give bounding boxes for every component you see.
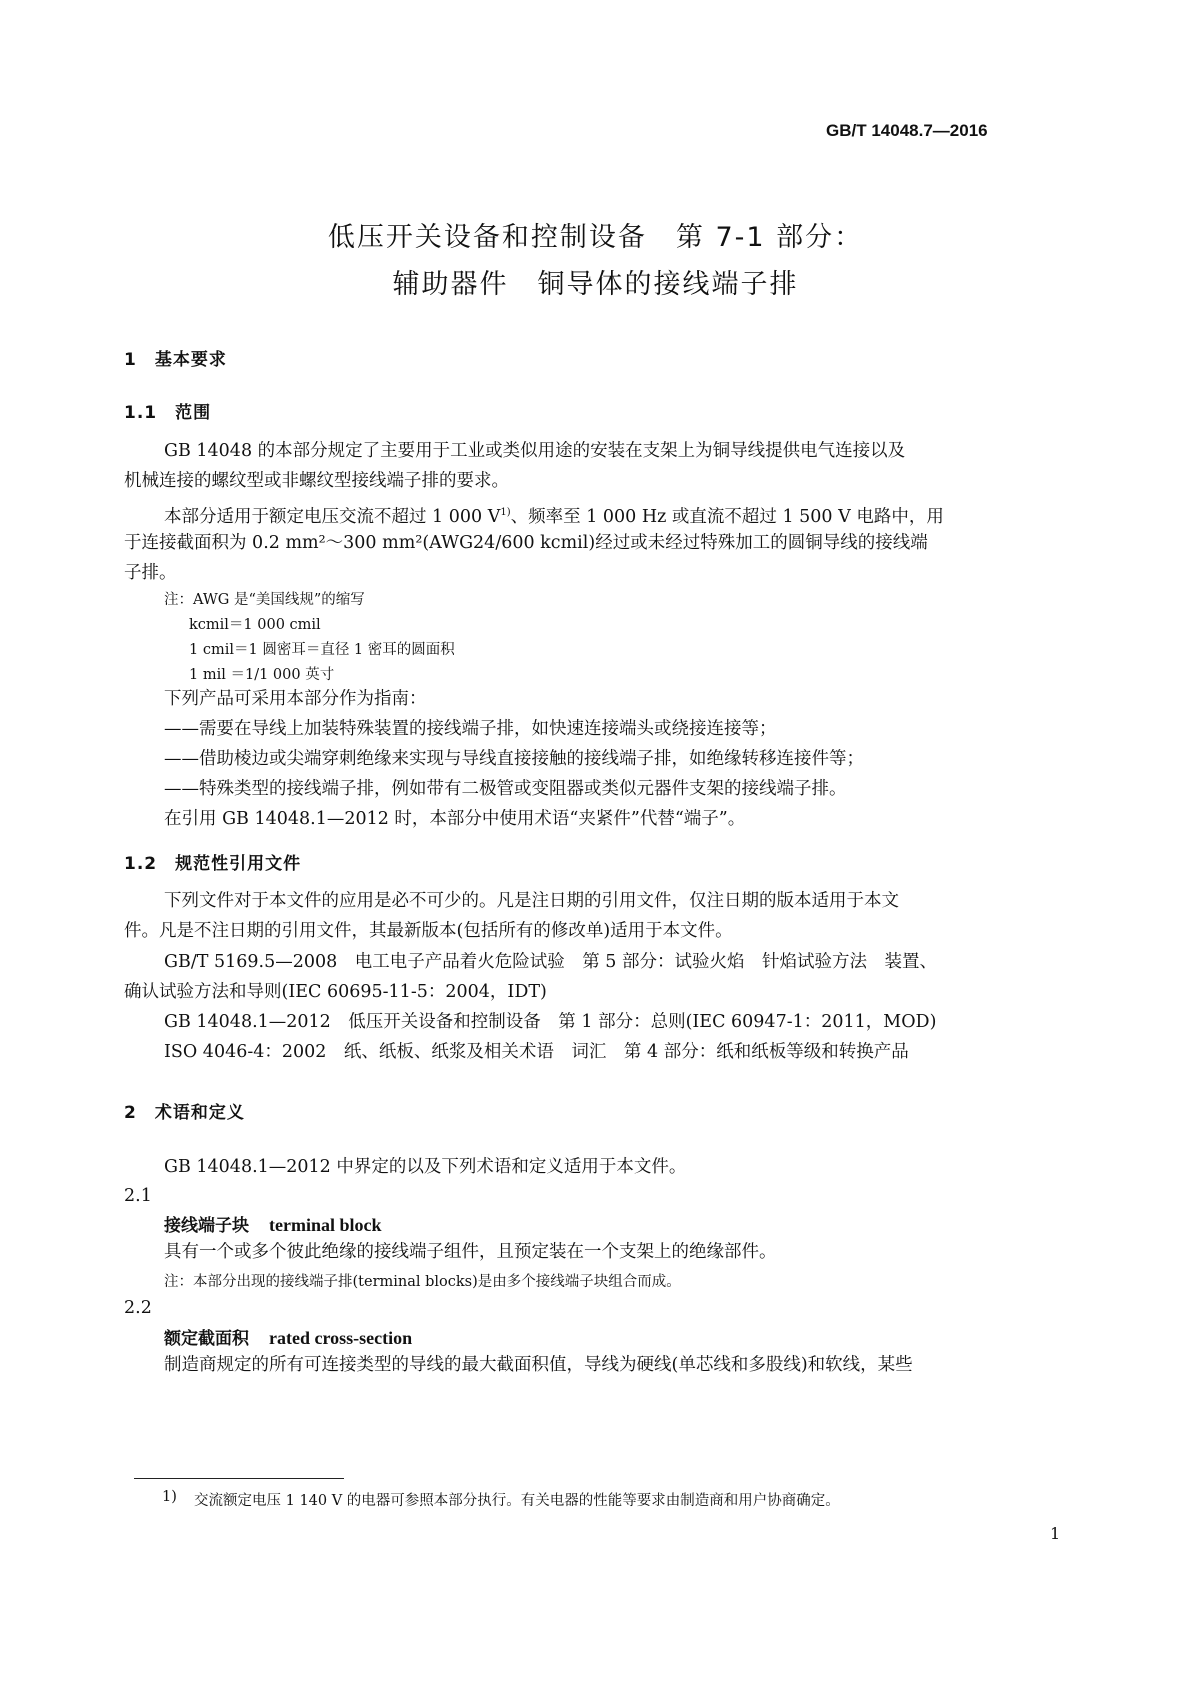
footnote-mark: 1) — [162, 1489, 177, 1505]
section-1-1-heading: 1.1 范围 — [124, 403, 212, 423]
note-line3: 1 cmil＝1 圆密耳＝直径 1 密耳的圆面积 — [189, 642, 455, 658]
term-2-title — [164, 1324, 412, 1349]
term-2-zh: 额定截面积 — [164, 1329, 249, 1349]
section-1-heading: 1 基本要求 — [124, 350, 227, 370]
document-title-line2: 辅助器件 铜导体的接线端子排 — [392, 269, 799, 300]
note-line2: kcmil＝1 000 cmil — [189, 617, 321, 633]
guide-item-3: ——特殊类型的接线端子排，例如带有二极管或变阻器或类似元器件支架的接线端子排。 — [164, 779, 847, 799]
footnote-text: 交流额定电压 1 140 V 的电器可参照本部分执行。有关电器的性能等要求由制造商和用户协商确定。 — [194, 1493, 840, 1509]
term-1-note: 注：本部分出现的接线端子排(terminal blocks)是由多个接线端子块组合而成。 — [164, 1274, 681, 1290]
scope-para2-line3: 子排。 — [124, 563, 177, 583]
normref-para-line1: 下列文件对于本文件的应用是必不可少的。凡是注日期的引用文件，仅注日期的版本适用于本文 — [164, 891, 899, 911]
reference-2: GB 14048.1—2012 低压开关设备和控制设备 第 1 部分：总则(IEC 60947-1：2011，MOD) — [164, 1012, 937, 1032]
note-line4: 1 mil ＝1/1 000 英寸 — [189, 667, 335, 683]
scope-para2-line2: 于连接截面积为 0.2 mm²～300 mm²(AWG24/600 kcmil)经过或未经过特殊加工的圆铜导线的接线端 — [124, 533, 928, 553]
standard-number: GB/T 14048.7—2016 — [826, 121, 988, 140]
cite-note: 在引用 GB 14048.1—2012 时，本部分中使用术语“夹紧件”代替“端子”。 — [164, 809, 746, 829]
guide-item-1: ——需要在导线上加装特殊装置的接线端子排，如快速连接端头或绕接连接等； — [164, 719, 777, 739]
terms-intro: GB 14048.1—2012 中界定的以及下列术语和定义适用于本文件。 — [164, 1157, 687, 1177]
scope-para1-line1: GB 14048 的本部分规定了主要用于工业或类似用途的安装在支架上为铜导线提供电气连接以及 — [164, 441, 906, 461]
note-line1: 注：AWG 是“美国线规”的缩写 — [164, 592, 365, 608]
document-title-line1: 低压开关设备和控制设备 第 7-1 部分： — [327, 222, 864, 253]
term-1-zh: 接线端子块 — [164, 1216, 249, 1236]
normref-para-line2: 件。凡是不注日期的引用文件，其最新版本(包括所有的修改单)适用于本文件。 — [124, 921, 733, 941]
page-number: 1 — [1050, 1524, 1061, 1543]
term-2-definition: 制造商规定的所有可连接类型的导线的最大截面积值，导线为硬线(单芯线和多股线)和软线，某些 — [164, 1355, 913, 1375]
guide-item-2: ——借助棱边或尖端穿刺绝缘来实现与导线直接接触的接线端子排，如绝缘转移连接件等； — [164, 749, 864, 769]
scope-para2-line1-a: 本部分适用于额定电压交流不超过 1 000 V — [164, 507, 501, 527]
term-2-en: rated cross-section — [269, 1328, 413, 1348]
scope-para1-line2: 机械连接的螺纹型或非螺纹型接线端子排的要求。 — [124, 471, 509, 491]
term-1-definition: 具有一个或多个彼此绝缘的接线端子组件，且预定装在一个支架上的绝缘部件。 — [164, 1242, 777, 1262]
guide-intro: 下列产品可采用本部分作为指南： — [164, 689, 427, 709]
term-1-en: terminal block — [269, 1215, 382, 1235]
footnote-ref: 1) — [500, 507, 511, 518]
reference-1-line1: GB/T 5169.5—2008 电工电子产品着火危险试验 第 5 部分：试验火焰 针焰试验方法 装置、 — [164, 952, 937, 972]
term-1-title — [164, 1211, 382, 1236]
scope-para2-line1 — [164, 498, 944, 532]
term-1-number: 2.1 — [124, 1186, 152, 1206]
term-2-number: 2.2 — [124, 1298, 152, 1318]
footnote-separator — [134, 1478, 344, 1479]
reference-1-line2: 确认试验方法和导则(IEC 60695-11-5：2004，IDT) — [124, 982, 547, 1002]
section-2-heading: 2 术语和定义 — [124, 1103, 245, 1123]
reference-3: ISO 4046-4：2002 纸、纸板、纸浆及相关术语 词汇 第 4 部分：纸和纸板等级和转换产品 — [164, 1042, 909, 1062]
scope-para2-line1-b: 、频率至 1 000 Hz 或直流不超过 1 500 V 电路中，用 — [510, 507, 944, 527]
section-1-2-heading: 1.2 规范性引用文件 — [124, 854, 302, 874]
